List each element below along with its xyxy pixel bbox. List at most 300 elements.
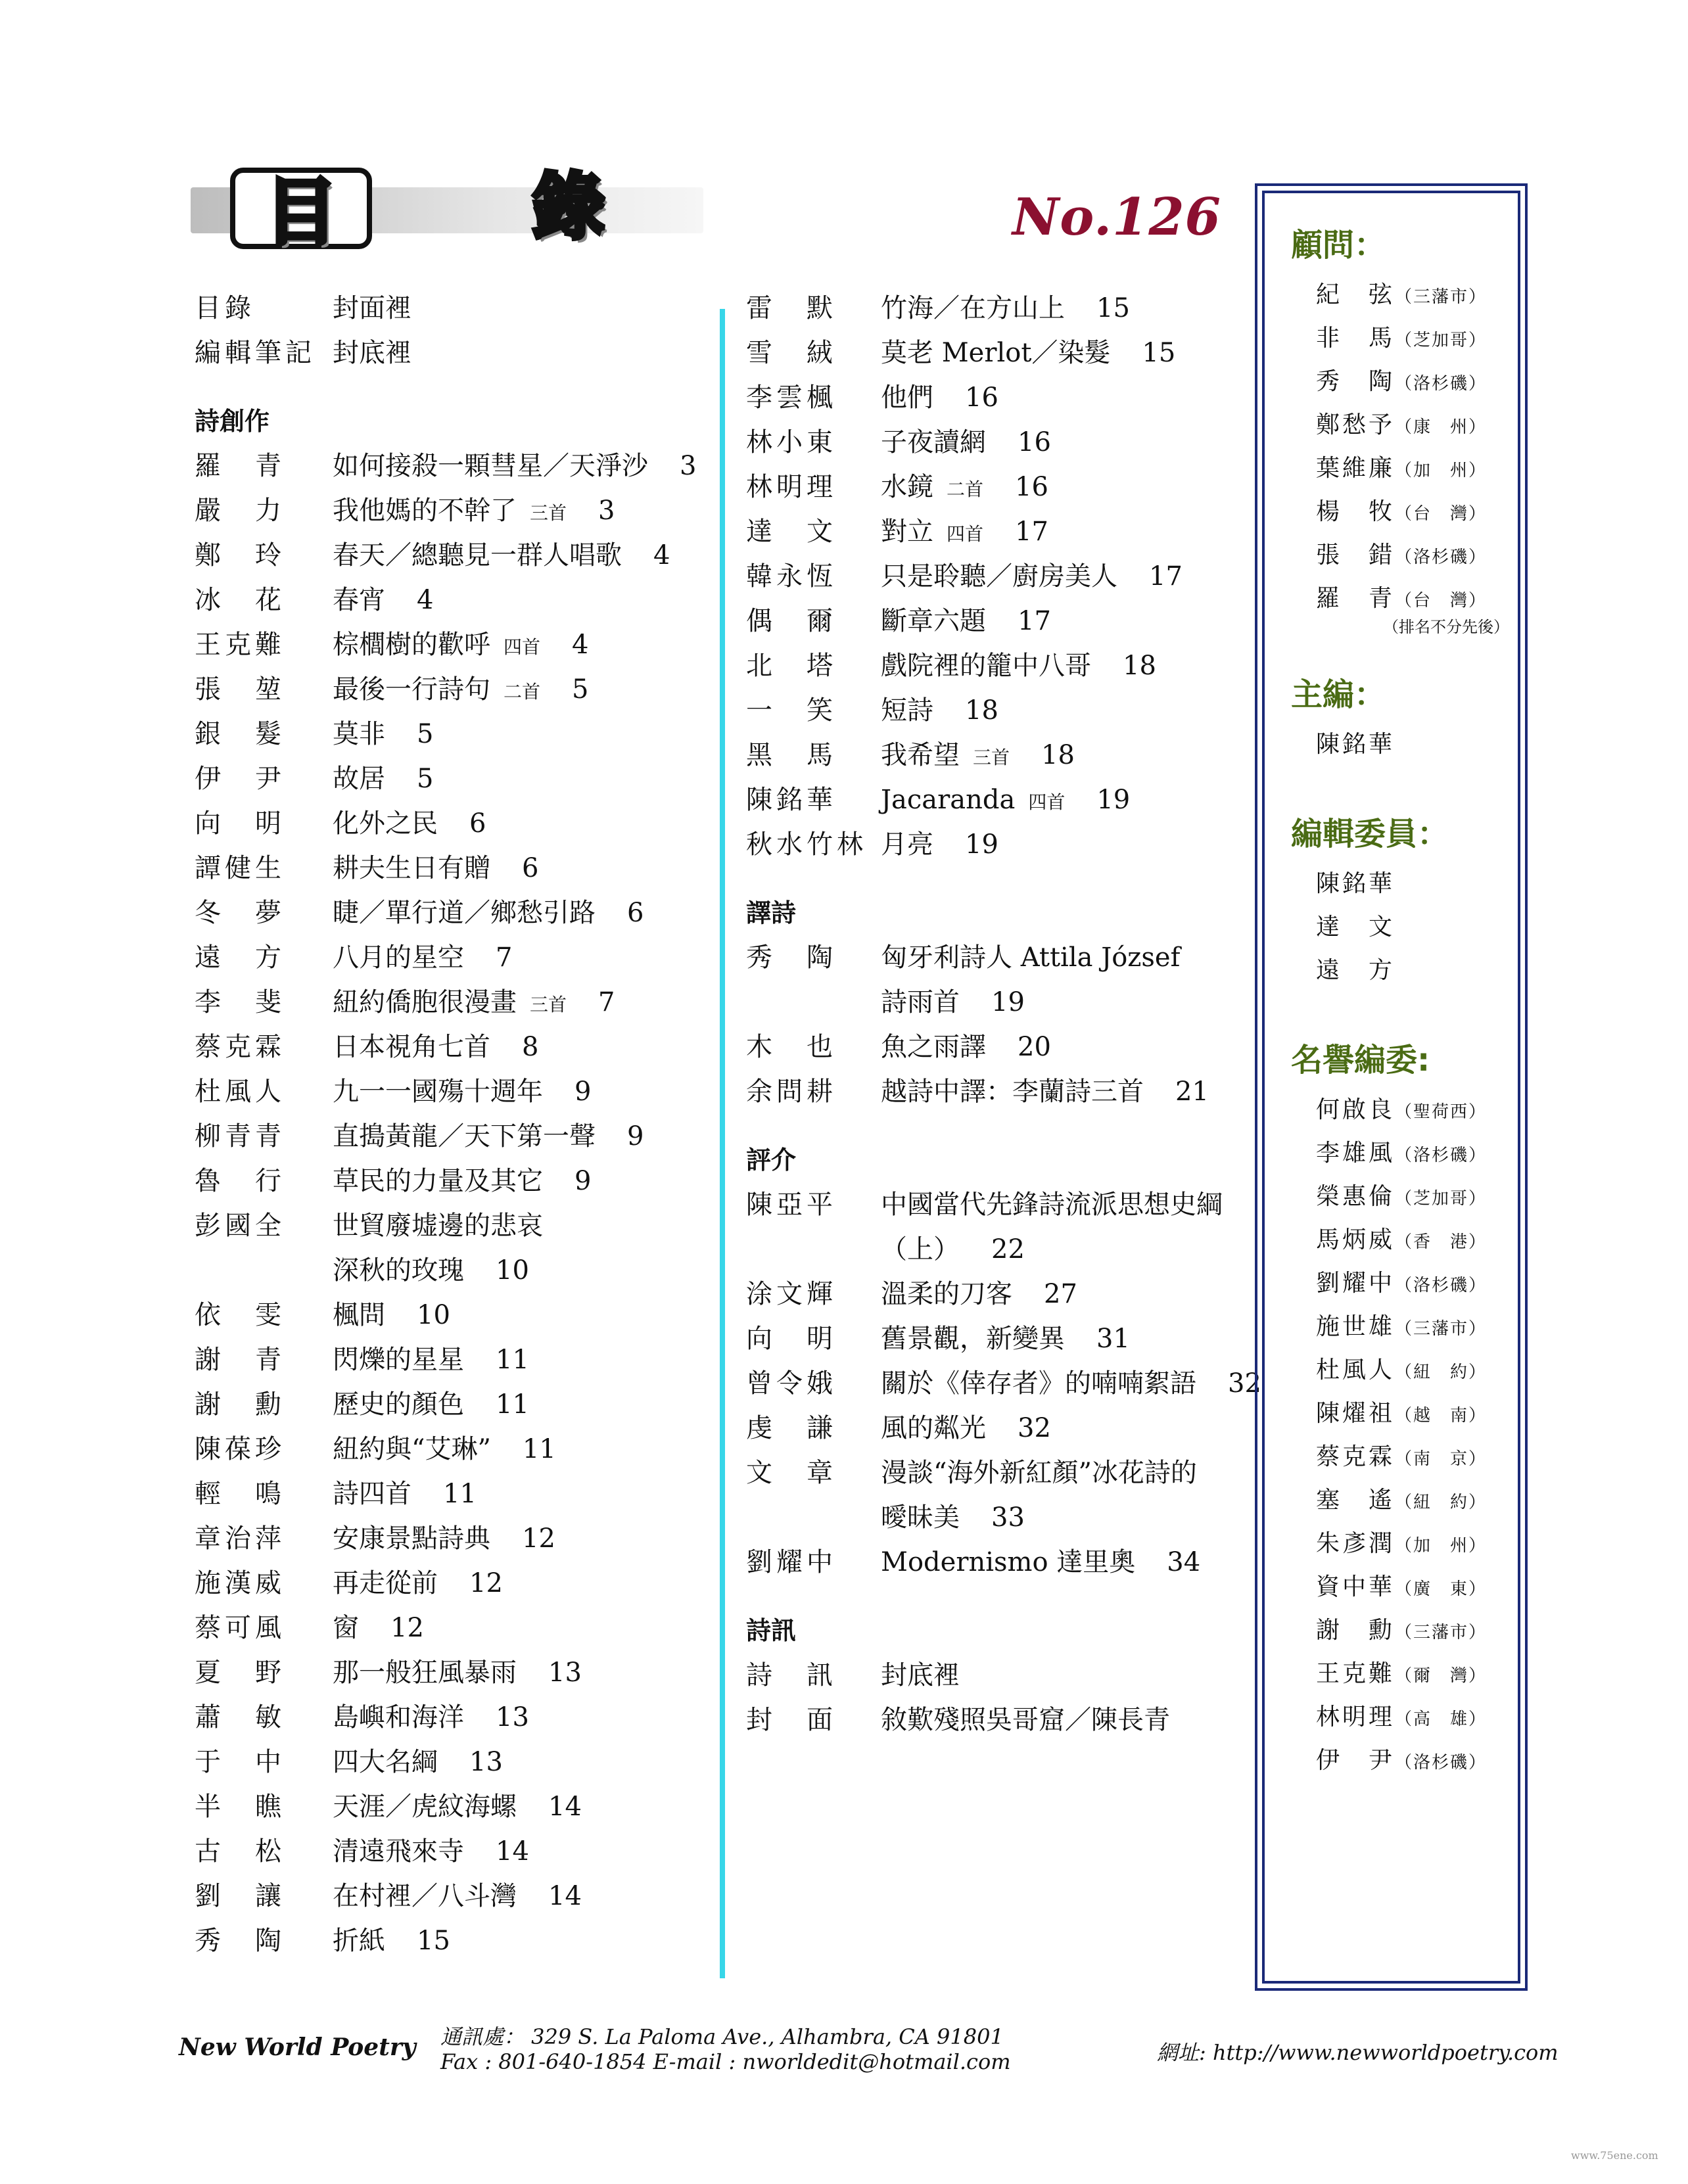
entry-page: 10 xyxy=(496,1255,529,1286)
person-name: 陳燿祖 xyxy=(1316,1400,1395,1427)
entry-title-text: 安康景點詩典 xyxy=(333,1523,490,1554)
entry-page: 4 xyxy=(653,540,670,570)
entry-page: 32 xyxy=(1018,1413,1051,1443)
entry-title xyxy=(333,1561,503,1606)
entry-page: 18 xyxy=(1123,651,1156,681)
entry-title xyxy=(333,578,433,622)
entry-author: 冬 夢 xyxy=(195,898,285,928)
person-location: （康 州） xyxy=(1395,417,1488,437)
entry-title xyxy=(333,1606,424,1650)
entry-title xyxy=(333,1695,529,1740)
entry-title-text: 八月的星空 xyxy=(333,942,464,973)
entry-author: 輕 鳴 xyxy=(195,1479,285,1509)
entry-title-text: 島嶼和海洋 xyxy=(333,1702,464,1732)
person-name: 鄭愁予 xyxy=(1316,411,1395,438)
entry-author: 遠 方 xyxy=(195,942,285,973)
person-name: 資中華 xyxy=(1316,1573,1395,1600)
entry-title xyxy=(881,465,1048,512)
entry-title-text: 漫談“海外新紅顏”冰花詩的 xyxy=(881,1458,1197,1488)
toc-entry xyxy=(195,1248,707,1293)
entry-page: 14 xyxy=(548,1792,582,1822)
person-name: 非 馬 xyxy=(1316,325,1395,352)
entry-author: 達 文 xyxy=(746,517,837,547)
toc-entry xyxy=(195,1114,707,1159)
entry-title xyxy=(333,1874,582,1918)
entry-author: 蕭 敏 xyxy=(195,1702,285,1732)
entry-author: 李 斐 xyxy=(195,987,285,1017)
person-name: 王克難 xyxy=(1316,1660,1395,1687)
person-name: 李雄風 xyxy=(1316,1140,1395,1167)
entry-title-text: 莫老 Merlot／染髮 xyxy=(881,338,1111,368)
person-location: （加 州） xyxy=(1395,1536,1488,1556)
entry-page: 12 xyxy=(469,1568,503,1598)
sidebar-name xyxy=(1316,908,1395,942)
entry-page: 11 xyxy=(496,1345,529,1375)
entry-author: 王克難 xyxy=(195,630,285,660)
entry-title-text: 九一一國殤十週年 xyxy=(333,1077,543,1107)
entry-count: 四首 xyxy=(947,523,984,545)
entry-author: 柳青青 xyxy=(195,1121,285,1151)
entry-page: 17 xyxy=(1015,517,1048,547)
person-location: （三藩市） xyxy=(1395,1623,1488,1642)
entry-author: 夏 野 xyxy=(195,1658,285,1688)
entry-title-text: 月亮 xyxy=(881,829,933,860)
sidebar-name xyxy=(1316,952,1395,985)
entry-page: 21 xyxy=(1175,1077,1209,1107)
toc-entry xyxy=(195,1874,707,1918)
person-location: （三藩市） xyxy=(1395,1319,1488,1339)
entry-page: 13 xyxy=(496,1702,529,1732)
entry-page: 20 xyxy=(1018,1032,1051,1062)
entry-page: 11 xyxy=(496,1389,529,1420)
entry-author: 鄭 玲 xyxy=(195,540,285,570)
entry-page: 11 xyxy=(443,1479,477,1509)
entry-title-text: 天涯／虎紋海螺 xyxy=(333,1792,517,1822)
entry-title xyxy=(333,756,433,801)
entry-title xyxy=(333,712,433,756)
person-name: 葉維廉 xyxy=(1316,455,1395,482)
entry-page: 33 xyxy=(991,1502,1025,1533)
toc-entry xyxy=(746,1227,1246,1272)
entry-title xyxy=(881,554,1183,599)
entry-page: 9 xyxy=(574,1077,592,1107)
entry-title xyxy=(881,331,1175,375)
person-name: 遠 方 xyxy=(1316,957,1395,984)
entry-page: 18 xyxy=(965,695,998,726)
sidebar-heading: 主編： xyxy=(1291,676,1386,713)
entry-author: 張 堃 xyxy=(195,674,285,705)
person-name: 何啟良 xyxy=(1316,1096,1395,1123)
toc-entry xyxy=(195,756,707,801)
entry-author: 詩 訊 xyxy=(746,1660,837,1690)
entry-title-text: 日本視角七首 xyxy=(333,1032,490,1062)
sidebar-name xyxy=(1316,1698,1487,1732)
entry-title xyxy=(881,935,1180,980)
entry-title-text: 耕夫生日有贈 xyxy=(333,853,490,883)
entry-author: 陳亞平 xyxy=(746,1190,837,1220)
entry-title-text: 春宵 xyxy=(333,585,385,615)
person-location: （南 京） xyxy=(1395,1449,1488,1469)
person-name: 劉耀中 xyxy=(1316,1270,1395,1297)
entry-count: 二首 xyxy=(947,478,984,500)
entry-page: 27 xyxy=(1044,1279,1077,1309)
entry-author: 杜風人 xyxy=(195,1077,285,1107)
entry-title-text: 他們 xyxy=(881,383,933,413)
entry-title xyxy=(881,1069,1209,1114)
entry-title-text: 魚之雨譯 xyxy=(881,1032,986,1062)
toc-entry xyxy=(195,1650,707,1695)
entry-title-text: 竹海／在方山上 xyxy=(881,293,1065,323)
entry-author: 章治萍 xyxy=(195,1523,285,1554)
entry-author: 秀 陶 xyxy=(746,942,837,973)
entry-author: 編輯筆記 xyxy=(195,338,316,368)
entry-author: 彭國全 xyxy=(195,1211,285,1241)
entry-title xyxy=(881,1025,1051,1069)
entry-page: 16 xyxy=(1018,427,1051,457)
sidebar-name xyxy=(1316,450,1487,483)
sidebar-heading: 顧問： xyxy=(1291,227,1386,264)
entry-page: 16 xyxy=(965,383,998,413)
toc-entry xyxy=(746,1451,1246,1495)
entry-count: 三首 xyxy=(530,502,567,524)
person-location: （高 雄） xyxy=(1395,1709,1488,1729)
entry-title-text: Jacaranda xyxy=(881,785,1016,815)
person-location: （紐 約） xyxy=(1395,1362,1488,1382)
person-location: （爾 灣） xyxy=(1395,1666,1488,1686)
entry-page: 13 xyxy=(548,1658,582,1688)
entry-author: 雷 默 xyxy=(746,293,837,323)
entry-page: 12 xyxy=(390,1613,424,1643)
entry-page: 7 xyxy=(598,987,615,1017)
sidebar-name xyxy=(1316,580,1487,613)
entry-title-text: 對立 xyxy=(881,517,933,547)
toc-entry xyxy=(746,1182,1246,1227)
sidebar-name xyxy=(1316,1134,1487,1168)
toc-entry xyxy=(746,420,1246,465)
entry-title xyxy=(881,1316,1130,1361)
entry-title xyxy=(333,935,512,980)
entry-author: 韓永恆 xyxy=(746,561,837,592)
entry-page: 7 xyxy=(496,942,513,973)
entry-title xyxy=(881,599,1051,643)
sidebar-name xyxy=(1316,536,1487,570)
entry-author: 涂文輝 xyxy=(746,1279,837,1309)
entry-title-text: 詩四首 xyxy=(333,1479,411,1509)
person-location: （越 南） xyxy=(1395,1406,1488,1426)
entry-author: 劉 讓 xyxy=(195,1881,285,1911)
sidebar-name xyxy=(1316,1438,1487,1472)
person-name: 杜風人 xyxy=(1316,1357,1395,1383)
toc-entry xyxy=(195,1561,707,1606)
entry-title-text: 關於《倖存者》的喃喃絮語 xyxy=(881,1368,1196,1399)
toc-entry xyxy=(746,509,1246,554)
entry-title-text: 草民的力量及其它 xyxy=(333,1166,543,1196)
entry-title-text: 深秋的玫瑰 xyxy=(333,1255,464,1286)
footer-brand: New World Poetry xyxy=(179,2033,416,2061)
entry-title xyxy=(881,1406,1051,1451)
toc-entry xyxy=(195,667,707,712)
toc-entry xyxy=(746,1540,1246,1585)
entry-title-text: 莫非 xyxy=(333,719,385,749)
entry-title-text: 再走從前 xyxy=(333,1568,438,1598)
sidebar-name xyxy=(1316,1612,1487,1645)
sidebar-name xyxy=(1316,406,1487,440)
footer-address-line: 通訊處： 329 S. La Paloma Ave., Alhambra, CA 91801 xyxy=(440,2024,1004,2049)
entry-author: 謝 勳 xyxy=(195,1389,285,1420)
section-heading: 譯詩 xyxy=(746,898,797,927)
entry-page: 12 xyxy=(522,1523,555,1554)
sidebar-name xyxy=(1316,493,1487,526)
toc-entry xyxy=(746,1406,1246,1451)
entry-page: 5 xyxy=(572,674,589,705)
entry-title-text: 四大名綱 xyxy=(333,1747,438,1777)
entry-title xyxy=(881,1653,960,1698)
entry-title xyxy=(881,1540,1200,1585)
entry-title-text: 棕櫚樹的歡呼 xyxy=(333,630,490,660)
person-name: 秀 陶 xyxy=(1316,368,1395,395)
entry-title xyxy=(333,667,588,714)
entry-author: 施漢威 xyxy=(195,1568,285,1598)
entry-author: 偶 爾 xyxy=(746,606,837,636)
sidebar-name xyxy=(1316,1481,1487,1515)
entry-title-text: 直搗黃龍／天下第一聲 xyxy=(333,1121,596,1151)
entry-title-text: 清遠飛來寺 xyxy=(333,1836,464,1867)
entry-title-text: 睫／單行道／鄉愁引路 xyxy=(333,898,596,928)
toc-entry xyxy=(746,331,1246,375)
entry-page: 10 xyxy=(417,1300,450,1330)
toc-column-right xyxy=(746,286,1261,1982)
toc-entry xyxy=(746,778,1246,822)
entry-author: 半 瞧 xyxy=(195,1792,285,1822)
sidebar-name xyxy=(1316,1178,1487,1211)
entry-author: 于 中 xyxy=(195,1747,285,1777)
toc-entry xyxy=(195,1293,707,1337)
entry-author: 依 雯 xyxy=(195,1300,285,1330)
entry-title xyxy=(881,643,1156,688)
sidebar-name xyxy=(1316,726,1395,759)
entry-title-text: 紐約與“艾琳” xyxy=(333,1434,491,1464)
entry-title xyxy=(333,1740,503,1784)
toc-entry xyxy=(746,599,1246,643)
toc-entry xyxy=(195,331,707,375)
toc-entry xyxy=(746,1495,1246,1540)
entry-title xyxy=(333,1248,529,1293)
entry-title xyxy=(333,1025,538,1069)
footer-website: 網址: http://www.newworldpoetry.com xyxy=(1157,2040,1559,2065)
entry-page: 6 xyxy=(522,853,539,883)
entry-title-text: 最後一行詩句 xyxy=(333,674,490,705)
toc-entry xyxy=(746,1069,1246,1114)
entry-title-text: 閃爍的星星 xyxy=(333,1345,464,1375)
title-char-lu: 錄 xyxy=(532,165,605,249)
watermark: www.75ene.com xyxy=(1571,2149,1658,2162)
entry-title xyxy=(881,688,998,733)
entry-page: 19 xyxy=(965,829,998,860)
entry-page: 16 xyxy=(1015,472,1048,502)
toc-entry xyxy=(195,286,707,331)
entry-title xyxy=(881,1698,1170,1742)
toc-entry xyxy=(746,1272,1246,1316)
entry-page: 18 xyxy=(1041,740,1075,770)
sidebar-name xyxy=(1316,1742,1487,1775)
sidebar-note: （排名不分先後） xyxy=(1383,618,1509,636)
toc-entry xyxy=(746,375,1246,420)
toc-entry xyxy=(195,980,707,1025)
person-name: 朱彥潤 xyxy=(1316,1530,1395,1557)
toc-entry xyxy=(746,822,1246,867)
toc-entry xyxy=(195,578,707,622)
footer-contact-line: Fax : 801-640-1854 E-mail : nworldedit@hotmail.com xyxy=(440,2049,1011,2074)
entry-page: 17 xyxy=(1149,561,1183,592)
entry-title xyxy=(333,1382,529,1427)
entry-page: 17 xyxy=(1018,606,1051,636)
toc-entry xyxy=(195,1695,707,1740)
toc-entry xyxy=(746,1653,1246,1698)
entry-page: 22 xyxy=(991,1234,1025,1265)
person-location: （聖荷西） xyxy=(1395,1102,1488,1122)
entry-author: 銀 髮 xyxy=(195,719,285,749)
toc-entry xyxy=(195,1069,707,1114)
entry-title-text: 中國當代先鋒詩流派思想史綱 xyxy=(881,1190,1223,1220)
toc-entry xyxy=(195,1516,707,1561)
entry-page: 15 xyxy=(1142,338,1176,368)
section-heading: 詩創作 xyxy=(195,407,270,436)
entry-page: 19 xyxy=(991,987,1025,1017)
issue-number: No.126 xyxy=(1012,187,1221,247)
person-location: （廣 東） xyxy=(1395,1579,1488,1599)
entry-count: 四首 xyxy=(1028,791,1066,813)
entry-author: 陳銘華 xyxy=(746,785,837,815)
entry-title xyxy=(881,1272,1077,1316)
entry-page: 6 xyxy=(469,808,486,839)
entry-page: 14 xyxy=(548,1881,582,1911)
person-name: 塞 遙 xyxy=(1316,1487,1395,1514)
entry-page: 19 xyxy=(1096,785,1131,815)
entry-title xyxy=(881,375,998,420)
toc-entry xyxy=(746,688,1246,733)
entry-author: 李雲楓 xyxy=(746,383,837,413)
toc-entry xyxy=(195,1159,707,1203)
column-divider xyxy=(720,309,725,1978)
toc-entry xyxy=(195,488,707,533)
entry-title xyxy=(881,1495,1025,1540)
entry-title-text: 匈牙利詩人 Attila József xyxy=(881,942,1181,973)
person-location: （洛杉磯） xyxy=(1395,374,1488,394)
entry-title xyxy=(881,1451,1197,1495)
entry-title xyxy=(881,1227,1025,1272)
entry-title xyxy=(333,801,486,846)
entry-author: 蔡可風 xyxy=(195,1613,285,1643)
entry-author: 羅 青 xyxy=(195,451,285,481)
entry-title-text: 在村裡／八斗灣 xyxy=(333,1881,517,1911)
entry-title xyxy=(333,1472,477,1516)
entry-author: 林小東 xyxy=(746,427,837,457)
entry-title-text: 詩雨首 xyxy=(881,987,960,1017)
entry-author: 蔡克霖 xyxy=(195,1032,285,1062)
toc-entry xyxy=(195,444,707,488)
entry-author: 嚴 力 xyxy=(195,496,285,526)
entry-page: 5 xyxy=(417,764,434,794)
entry-count: 二首 xyxy=(504,681,541,703)
entry-title-text: 敘歎殘照吳哥窟／陳長青 xyxy=(881,1705,1170,1735)
toc-entry xyxy=(746,1316,1246,1361)
toc-entry xyxy=(195,801,707,846)
entry-title-text: 舊景觀，新變異 xyxy=(881,1324,1065,1354)
entry-author: 向 明 xyxy=(195,808,285,839)
toc-entry xyxy=(195,622,707,667)
entry-title-text: 楓問 xyxy=(333,1300,385,1330)
footer-address xyxy=(440,2024,1011,2074)
entry-title-text: 只是聆聽／廚房美人 xyxy=(881,561,1117,592)
person-location: （洛杉磯） xyxy=(1395,547,1488,567)
toc-entry xyxy=(195,891,707,935)
person-location: （台 灣） xyxy=(1395,504,1488,524)
toc-entry xyxy=(195,1784,707,1829)
person-name: 施世雄 xyxy=(1316,1313,1395,1340)
entry-title-text: 戲院裡的籠中八哥 xyxy=(881,651,1091,681)
entry-title-text: 風的粼光 xyxy=(881,1413,986,1443)
page-title xyxy=(191,165,703,254)
toc-entry xyxy=(195,1472,707,1516)
entry-title xyxy=(333,1516,555,1561)
entry-title-text: 春天／總聽見一群人唱歌 xyxy=(333,540,622,570)
person-name: 馬炳威 xyxy=(1316,1226,1395,1253)
entry-title-text: 故居 xyxy=(333,764,385,794)
entry-page: 8 xyxy=(522,1032,539,1062)
entry-count: 三首 xyxy=(530,994,567,1015)
entry-title xyxy=(333,1203,543,1248)
person-name: 陳銘華 xyxy=(1316,870,1395,897)
person-name: 林明理 xyxy=(1316,1704,1395,1731)
toc-column-left xyxy=(195,286,707,1982)
toc-entry xyxy=(746,935,1246,980)
person-location: （洛杉磯） xyxy=(1395,1753,1488,1773)
entry-title xyxy=(333,1427,556,1472)
entry-title xyxy=(333,533,670,578)
toc-entry xyxy=(746,1025,1246,1069)
toc-entry xyxy=(746,733,1246,778)
sidebar-name xyxy=(1316,1655,1487,1688)
toc-entry xyxy=(195,1203,707,1248)
person-name: 蔡克霖 xyxy=(1316,1443,1395,1470)
sidebar-heading: 編輯委員： xyxy=(1291,816,1449,852)
toc-entry xyxy=(746,1361,1261,1406)
entry-author: 虔 謙 xyxy=(746,1413,837,1443)
entry-page: 3 xyxy=(598,496,615,526)
entry-title xyxy=(881,778,1130,825)
toc-entry xyxy=(195,1337,707,1382)
toc-entry xyxy=(746,286,1246,331)
entry-author: 余問耕 xyxy=(746,1077,837,1107)
entry-count: 四首 xyxy=(504,636,541,658)
entry-title-text: 如何接殺一顆彗星／天淨沙 xyxy=(333,451,648,481)
entry-title-text: 封面裡 xyxy=(333,293,411,323)
entry-page: 34 xyxy=(1167,1547,1201,1577)
entry-title xyxy=(333,1114,644,1159)
entry-title-text: 那一般狂風暴雨 xyxy=(333,1658,517,1688)
entry-title-text: 溫柔的刀客 xyxy=(881,1279,1012,1309)
entry-author: 冰 花 xyxy=(195,585,285,615)
entry-author: 北 塔 xyxy=(746,651,837,681)
toc-entry xyxy=(195,533,707,578)
entry-author: 古 松 xyxy=(195,1836,285,1867)
person-location: （芝加哥） xyxy=(1395,331,1488,350)
toc-entry xyxy=(746,554,1246,599)
person-location: （洛杉磯） xyxy=(1395,1146,1488,1165)
entry-page: 4 xyxy=(417,585,434,615)
entry-author: 曾令娥 xyxy=(746,1368,837,1399)
toc-entry xyxy=(195,1382,707,1427)
